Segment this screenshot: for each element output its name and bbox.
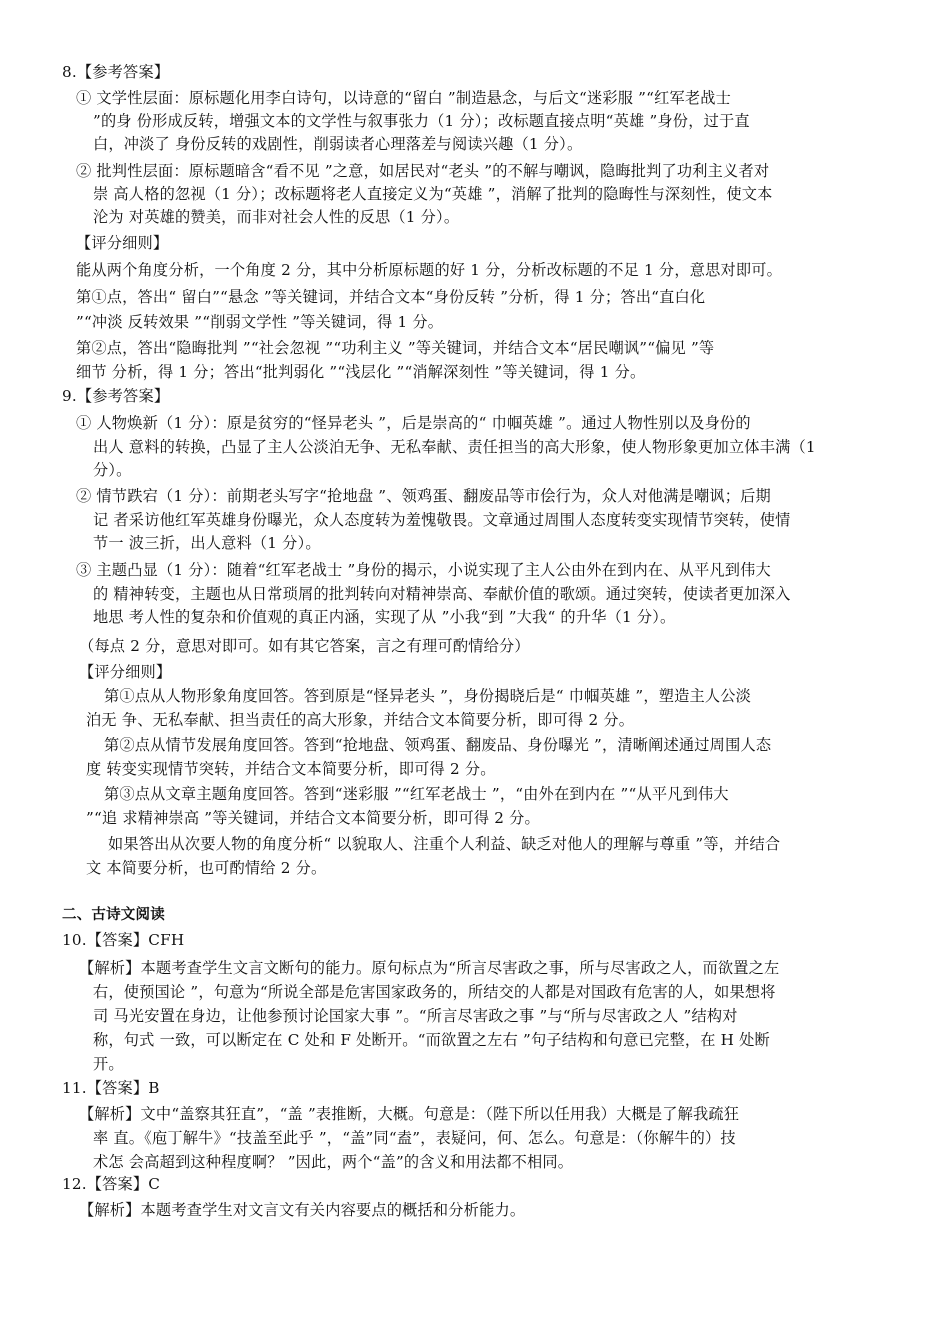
q10-answer: 10.【答案】CFH	[62, 931, 185, 949]
q8-rubric-general: 能从两个角度分析，一个角度 2 分，其中分析原标题的好 1 分，分析改标题的不足 1 分，意思对即可。	[76, 261, 783, 279]
q11-answer: 11.【答案】B	[62, 1079, 160, 1097]
q9-answer-point-2-line-1: ② 情节跌宕（1 分）：前期老头写字“抢地盘 ”、领鸡蛋、翻废品等市侩行为，众人对他满是嘲讽；后期	[76, 487, 771, 505]
q11-analysis-line-1: 【解析】文中“盖察其狂直”，“盖 ”表推断，大概。句意是：（陛下所以任用我）大概是了解我疏狂	[79, 1105, 740, 1123]
q8-answer-point-1-line-3: 白，冲淡了 身份反转的戏剧性，削弱读者心理落差与阅读兴趣（1 分）。	[93, 135, 583, 153]
q9-rubric-point-3-line-2: ”“追 求精神崇高 ”等关键词，并结合文本简要分析，即可得 2 分。	[86, 809, 540, 827]
q9-scoring-note: （每点 2 分，意思对即可。如有其它答案，言之有理可酌情给分）	[79, 637, 530, 655]
q10-analysis-line-5: 开。	[93, 1055, 124, 1073]
q11-analysis-line-3: 术怎 会高超到这种程度啊？ ”因此，两个“盖”的含义和用法都不相同。	[93, 1153, 574, 1171]
q11-analysis-line-2: 率 直。《庖丁解牛》“技盖至此乎 ”，“盖”同“盍”，表疑问，何、怎么。句意是：（你解牛的）技	[93, 1129, 736, 1147]
q12-answer: 12.【答案】C	[62, 1175, 161, 1193]
q9-rubric-point-1-line-1: 第①点从人物形象角度回答。答到原是“怪异老头 ”，身份揭晓后是“ 巾帼英雄 ”，塑造主人公淡	[104, 687, 752, 705]
q9-answer-point-2-line-2: 记 者采访他红军英雄身份曝光，众人态度转为羞愧敬畏。文章通过周围人态度转变实现情节突转，使情	[93, 511, 791, 529]
q9-answer-point-1-line-2: 出人 意料的转换，凸显了主人公淡泊无争、无私奉献、责任担当的高大形象，使人物形象更加立体丰满（1	[93, 438, 816, 456]
q10-analysis-line-4: 称，句式 一致，可以断定在 C 处和 F 处断开。“而欲置之左右 ”句子结构和句意已完整，在 H 处断	[93, 1031, 770, 1049]
q9-rubric-heading: 【评分细则】	[79, 663, 172, 681]
q9-answer-point-1-line-1: ① 人物焕新（1 分）：原是贫穷的“怪异老头 ”，后是崇高的“ 巾帼英雄 ”。通过人物性别以及身份的	[76, 414, 751, 432]
section-title-classical-reading: 二、古诗文阅读	[62, 907, 165, 923]
q9-rubric-point-2-line-2: 度 转变实现情节突转，并结合文本简要分析，即可得 2 分。	[86, 760, 496, 778]
q8-rubric-point-2-line-1: 第②点，答出“隐晦批判 ”“社会忽视 ”“功利主义 ”等关键词，并结合文本“居民嘲讽”“偏见 ”等	[76, 339, 715, 357]
q10-analysis-line-3: 司 马光安置在身边，让他参预讨论国家大事 ”。“所言尽害政之事 ”与“所与尽害政之人 ”结构对	[93, 1007, 738, 1025]
q9-answer-point-3-line-1: ③ 主题凸显（1 分）：随着“红军老战士 ”身份的揭示，小说实现了主人公由外在到内在、从平凡到伟大	[76, 561, 771, 579]
q8-rubric-point-1-line-1: 第①点，答出“ 留白”“悬念 ”等关键词，并结合文本“身份反转 ”分析，得 1 分；答出“直白化	[76, 288, 706, 306]
q9-answer-point-3-line-3: 地思 考人性的复杂和价值观的真正内涵，实现了从 ”小我“到 ”大我“ 的升华（1 分）。	[93, 608, 676, 626]
q8-rubric-heading: 【评分细则】	[76, 234, 169, 252]
q9-rubric-point-1-line-2: 泊无 争、无私奉献、担当责任的高大形象，并结合文本简要分析，即可得 2 分。	[86, 711, 635, 729]
q8-answer-point-1-line-2: ”的身 份形成反转，增强文本的文学性与叙事张力（1 分）；改标题直接点明“英雄 ”身份，过于直	[93, 112, 750, 130]
q9-rubric-extra-line-1: 如果答出从次要人物的角度分析“ 以貌取人、注重个人利益、缺乏对他人的理解与尊重 ”等，并结合	[108, 835, 781, 853]
q8-answer-point-2-line-3: 沦为 对英雄的赞美，而非对社会人性的反思（1 分）。	[93, 208, 460, 226]
q8-rubric-point-2-line-2: 细节 分析，得 1 分；答出“批判弱化 ”“浅层化 ”“消解深刻性 ”等关键词，得 1 分。	[76, 363, 646, 381]
q9-answer-point-3-line-2: 的 精神转变，主题也从日常琐屑的批判转向对精神崇高、奉献价值的歌颂。通过突转，使读者更加深入	[93, 585, 791, 603]
q12-analysis-line-1: 【解析】本题考查学生对文言文有关内容要点的概括和分析能力。	[79, 1201, 526, 1219]
q9-rubric-point-3-line-1: 第③点从文章主题角度回答。答到“迷彩服 ”“红军老战士 ”，“由外在到内在 ”“从平凡到伟大	[104, 785, 729, 803]
q9-answer-point-1-line-3: 分）。	[93, 461, 132, 479]
q8-rubric-point-1-line-2: ”“冲淡 反转效果 ”“削弱文学性 ”等关键词，得 1 分。	[76, 313, 444, 331]
q10-analysis-line-1: 【解析】本题考查学生文言文断句的能力。原句标点为“所言尽害政之事，所与尽害政之人，而欲置之左	[79, 959, 780, 977]
q8-answer-point-2-line-1: ② 批判性层面：原标题暗含“看不见 ”之意，如居民对“老头 ”的不解与嘲讽，隐晦批判了功利主义者对	[76, 162, 770, 180]
q8-answer-point-2-line-2: 崇 高人格的忽视（1 分）；改标题将老人直接定义为“英雄 ”，消解了批判的隐晦性与深刻性，使文本	[93, 185, 773, 203]
q10-analysis-line-2: 右，使预国论 ”，句意为“所说全部是危害国家政务的，所结交的人都是对国政有危害的人，如果想将	[93, 983, 776, 1001]
q8-heading: 8.【参考答案】	[62, 63, 170, 81]
q8-answer-point-1-line-1: ① 文学性层面：原标题化用李白诗句，以诗意的“留白 ”制造悬念，与后文“迷彩服 ”“红军老战士	[76, 89, 732, 107]
q9-answer-point-2-line-3: 节一 波三折，出人意料（1 分）。	[93, 534, 321, 552]
q9-rubric-point-2-line-1: 第②点从情节发展角度回答。答到“抢地盘、领鸡蛋、翻废品、身份曝光 ”，清晰阐述通过周围人态	[104, 736, 772, 754]
q9-heading: 9.【参考答案】	[62, 387, 170, 405]
q9-rubric-extra-line-2: 文 本简要分析，也可酌情给 2 分。	[86, 859, 327, 877]
